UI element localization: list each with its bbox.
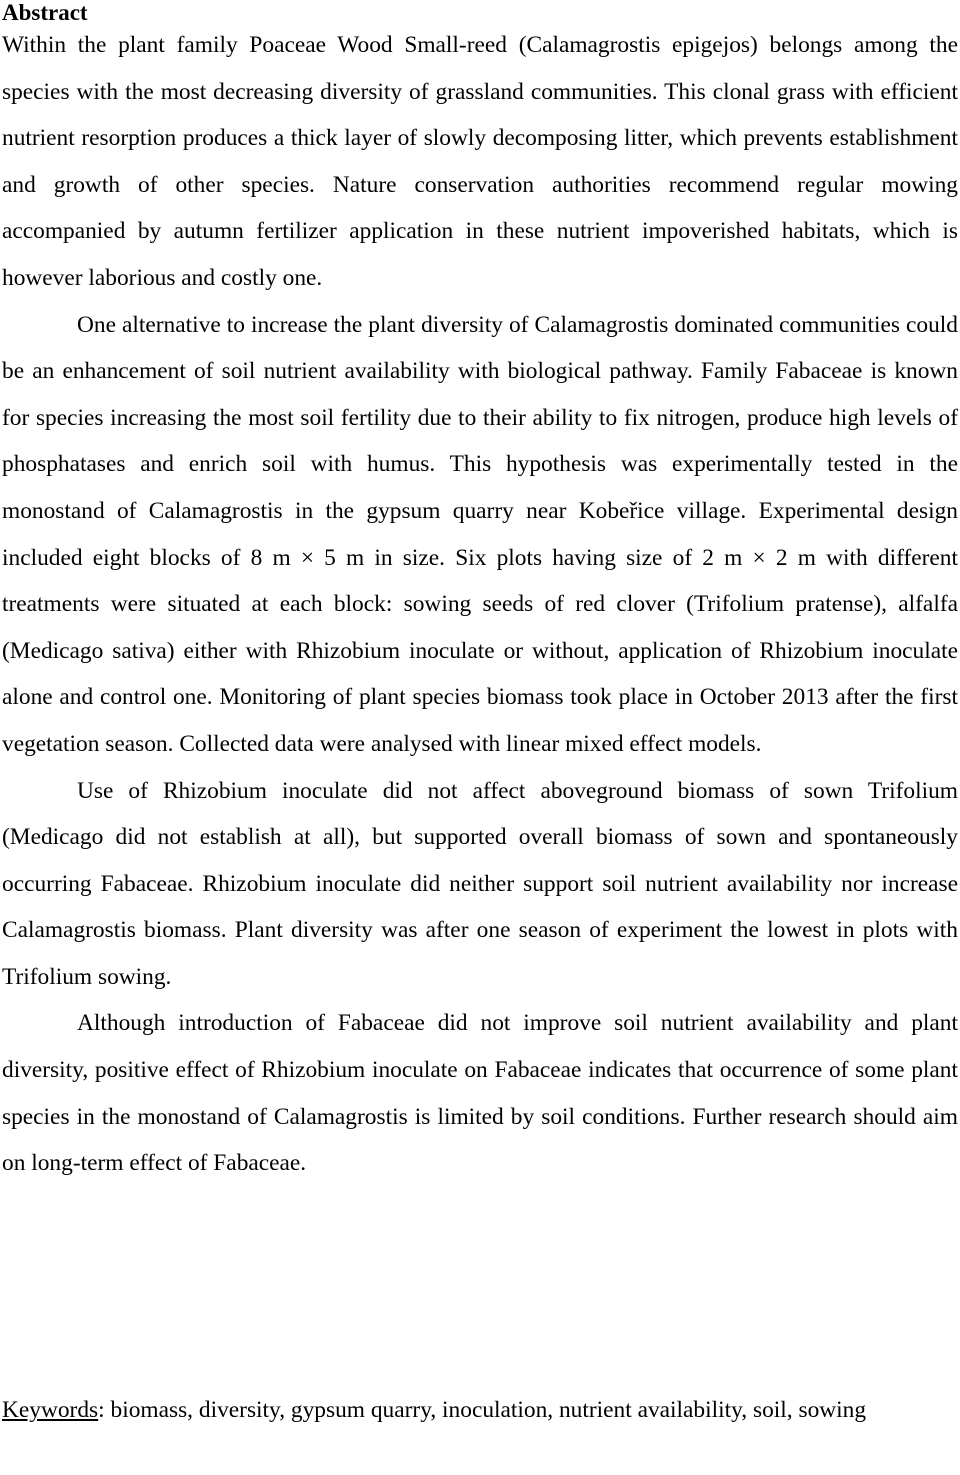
keywords-label: Keywords — [2, 1397, 99, 1423]
abstract-paragraph-3: Use of Rhizobium inoculate did not affect aboveground biomass of sown Trifolium (Medicago did not establish at all), but supported overall biomass of sown and spontaneously occurring Fabaceae. Rhizobium inoculate did neither support soil nutrient availability nor increase Calamagrostis biomass. Plant diversity was after one season of experiment the lowest in plots with Trifolium sowing. — [2, 777, 958, 990]
keywords-line — [2, 1387, 958, 1434]
abstract-paragraph-1: Within the plant family Poaceae Wood Small-reed (Calamagrostis epigejos) belongs among the species with the most decreasing diversity of grassland communities. This clonal grass with efficient nutrient resorption produces a thick layer of slowly decomposing litter, which prevents establishment and growth of other species. Nature conservation authorities recommend regular mowing accompanied by autumn fertilizer application in these nutrient impoverished habitats, which is however laborious and costly one. — [2, 32, 958, 291]
keywords-separator: : — [98, 1397, 111, 1423]
abstract-paragraph-4: Although introduction of Fabaceae did not improve soil nutrient availability and plant diversity, positive effect of Rhizobium inoculate on Fabaceae indicates that occurrence of some plant species in the monostand of Calamagrostis is limited by soil conditions. Further research should aim on long-term effect of Fabaceae. — [2, 1010, 958, 1177]
keywords-list: biomass, diversity, gypsum quarry, inoculation, nutrient availability, soil, sowing — [110, 1397, 867, 1423]
abstract-paragraph-2: One alternative to increase the plant diversity of Calamagrostis dominated communities could be an enhancement of soil nutrient availability with biological pathway. Family Fabaceae is known for species increasing the most soil fertility due to their ability to fix nitrogen, produce high levels of phosphatases and enrich soil with humus. This hypothesis was experimentally tested in the monostand of Calamagrostis in the gypsum quarry near Kobeřice village. Experimental design included eight blocks of 8 m × 5 m in size. Six plots having size of 2 m × 2 m with different treatments were situated at each block: sowing seeds of red clover (Trifolium pratense), alfalfa (Medicago sativa) either with Rhizobium inoculate or without, application of Rhizobium inoculate alone and control one. Monitoring of plant species biomass took place in October 2013 after the first vegetation season. Collected data were analysed with linear mixed effect models. — [2, 311, 958, 757]
abstract-heading: Abstract — [2, 0, 88, 25]
